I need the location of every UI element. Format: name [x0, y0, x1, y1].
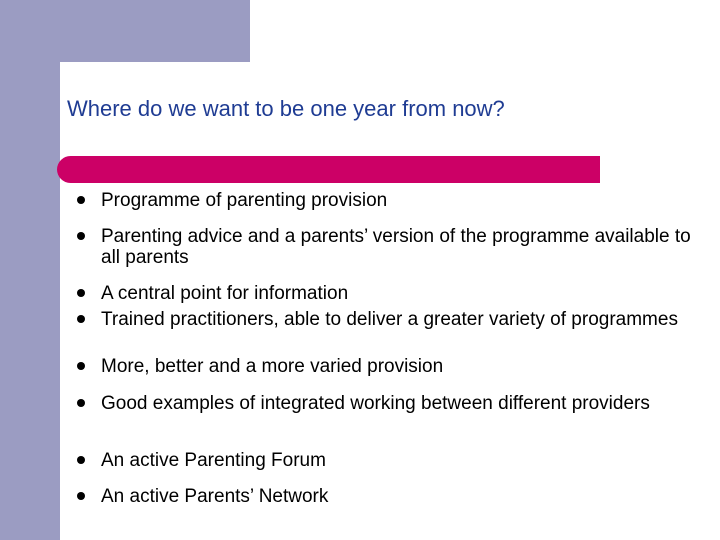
- bullet-dot-icon: [77, 289, 85, 297]
- bullet-text: An active Parents’ Network: [101, 486, 329, 507]
- bullet-dot-icon: [77, 196, 85, 204]
- bullet-dot-icon: [77, 399, 85, 407]
- bullet-text: More, better and a more varied provision: [101, 356, 444, 377]
- slide-title: Where do we want to be one year from now?: [67, 96, 505, 121]
- bullet-dot-icon: [77, 492, 85, 500]
- bullet-text: Good examples of integrated working between different providers: [101, 393, 650, 414]
- bullet-dot-icon: [77, 232, 85, 240]
- bullet-text: A central point for information: [101, 283, 349, 304]
- bullet-text: Programme of parenting provision: [101, 190, 388, 211]
- bullet-dot-icon: [77, 362, 85, 370]
- bullet-dot-icon: [77, 315, 85, 323]
- bullet-text: Trained practitioners, able to deliver a greater variety of programmes: [101, 309, 678, 330]
- bullet-text: An active Parenting Forum: [101, 450, 326, 471]
- bullet-text: Parenting advice and a parents’ version of the programme available to all parents: [101, 226, 691, 268]
- bullet-dot-icon: [77, 456, 85, 464]
